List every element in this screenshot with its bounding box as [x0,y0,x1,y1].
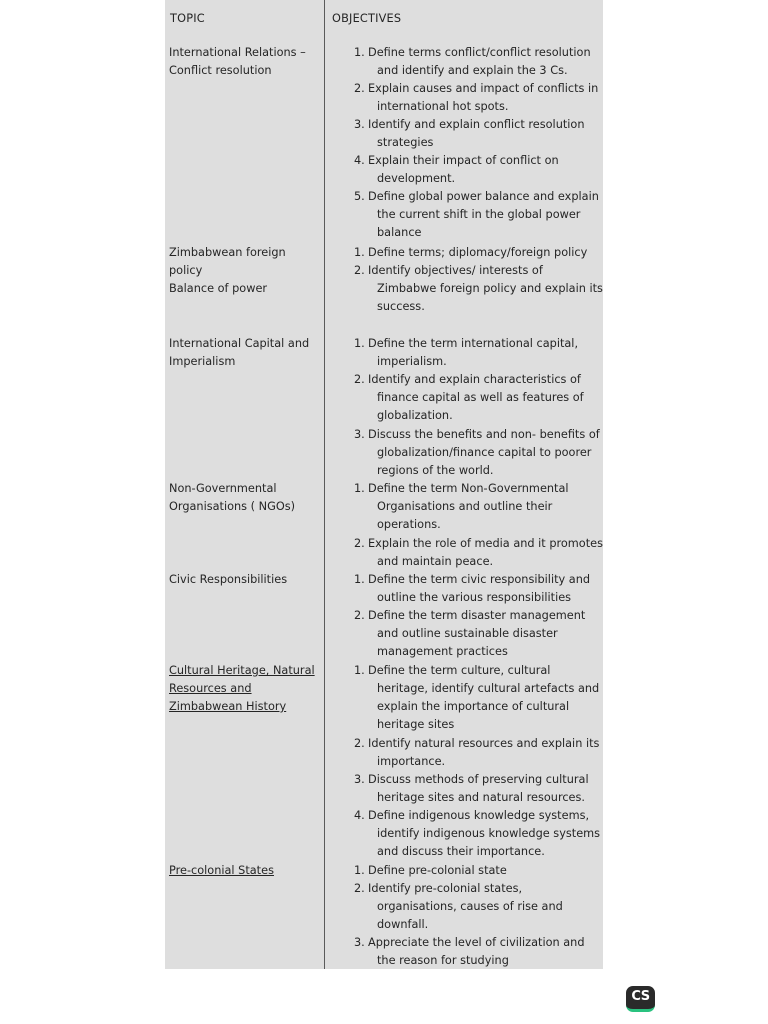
objective-item [354,188,604,242]
objective-line: and discuss their importance. [377,845,545,858]
objective-number: 2. [354,82,365,95]
topic-zimbabwean-foreign-policy [169,244,319,298]
objective-item [354,735,604,771]
objective-line: heritage sites and natural resources. [377,791,585,804]
objective-line: Define the term culture, cultural [368,664,551,677]
objective-line: heritage, identify cultural artefacts and [377,682,600,695]
objective-number: 1. [354,46,365,59]
objective-number: 1. [354,246,365,259]
objective-line: regions of the world. [377,464,494,477]
objective-item [354,480,604,534]
topic-line: Imperialism [169,355,236,368]
objective-number: 3. [354,773,365,786]
objective-item [354,152,604,188]
objective-line: the reason for studying [377,954,509,967]
topic-international-capital [169,335,319,371]
objective-number: 1. [354,864,365,877]
objective-number: 4. [354,154,365,167]
objective-line: Define global power balance and explain [368,190,599,203]
objective-item [354,607,604,661]
objective-line: downfall. [377,918,429,931]
objective-number: 4. [354,809,365,822]
objective-line: Identify pre-colonial states, [368,882,523,895]
objective-line: development. [377,172,456,185]
objective-number: 3. [354,118,365,131]
objective-line: Define the term disaster management [368,609,586,622]
objective-line: Define the term civic responsibility and [368,573,591,586]
objective-number: 1. [354,573,365,586]
objective-item [354,662,604,734]
objective-line: imperialism. [377,355,447,368]
objectives-column-header: OBJECTIVES [332,12,402,25]
objective-item [354,807,604,861]
objective-line: and outline sustainable disaster [377,627,558,640]
objective-number: 2. [354,264,365,277]
topic-line: Cultural Heritage, Natural [169,664,315,677]
objective-item [354,44,604,80]
topic-line: Conflict resolution [169,64,272,77]
objective-item [354,244,604,262]
objective-line: Explain their impact of conflict on [368,154,559,167]
objective-number: 3. [354,936,365,949]
objective-item [354,262,604,316]
objective-number: 1. [354,482,365,495]
topic-international-relations [169,44,319,80]
objective-line: success. [377,300,425,313]
camscanner-logo-icon: CS [626,986,655,1012]
objective-line: Define the term Non-Governmental [368,482,569,495]
topic-ngos [169,480,319,516]
objective-number: 1. [354,664,365,677]
objective-item [354,880,604,934]
objective-line: Appreciate the level of civilization and [368,936,585,949]
objective-line: Explain causes and impact of conflicts in [368,82,599,95]
objective-line: finance capital as well as features of [377,391,584,404]
objective-item [354,426,604,480]
objective-item [354,535,604,571]
objective-line: Discuss the benefits and non- benefits of [368,428,600,441]
objective-line: operations. [377,518,441,531]
objective-number: 5. [354,190,365,203]
objective-line: globalization/finance capital to poorer [377,446,592,459]
objective-item [354,116,604,152]
objective-line: identify indigenous knowledge systems [377,827,601,840]
objective-line: Identify objectives/ interests of [368,264,543,277]
topic-line: policy [169,264,203,277]
topic-line: Civic Responsibilities [169,573,288,586]
topic-line: International Capital and [169,337,310,350]
topic-cultural-heritage [169,662,319,716]
topic-line: Non-Governmental [169,482,277,495]
objective-line: Identify and explain conflict resolution [368,118,585,131]
objective-line: international hot spots. [377,100,509,113]
topic-line: International Relations – [169,46,306,59]
objective-line: strategies [377,136,434,149]
objective-number: 2. [354,373,365,386]
objective-line: Explain the role of media and it promotes [368,537,603,550]
objective-line: organisations, causes of rise and [377,900,563,913]
objective-line: Zimbabwe foreign policy and explain its [377,282,603,295]
topic-line: Zimbabwean History [169,700,287,713]
objective-line: Define pre-colonial state [368,864,507,877]
objective-line: and identify and explain the 3 Cs. [377,64,568,77]
objective-line: importance. [377,755,446,768]
objective-item [354,934,604,970]
objective-number: 2. [354,737,365,750]
objective-line: Define indigenous knowledge systems, [368,809,590,822]
objective-line: outline the various responsibilities [377,591,572,604]
objective-line: Define the term international capital, [368,337,579,350]
objective-line: Identify and explain characteristics of [368,373,581,386]
objective-line: Define terms conflict/conflict resolution [368,46,591,59]
topic-line: Organisations ( NGOs) [169,500,296,513]
topic-pre-colonial-states [169,862,319,880]
topic-line: Pre-colonial States [169,864,274,877]
objective-line: Define terms; diplomacy/foreign policy [368,246,588,259]
objective-item [354,335,604,371]
objective-number: 1. [354,337,365,350]
objective-line: the current shift in the global power [377,208,581,221]
objective-item [354,771,604,807]
objective-line: heritage sites [377,718,455,731]
objective-line: management practices [377,645,508,658]
objective-item [354,80,604,116]
objective-line: Identify natural resources and explain its [368,737,600,750]
objective-line: globalization. [377,409,453,422]
objective-item [354,371,604,425]
topic-column-header: TOPIC [170,12,205,25]
objective-number: 3. [354,428,365,441]
objective-line: Discuss methods of preserving cultural [368,773,589,786]
objective-line: explain the importance of cultural [377,700,570,713]
topic-line: Zimbabwean foreign [169,246,286,259]
objective-number: 2. [354,882,365,895]
objective-line: balance [377,226,422,239]
topic-line: Resources and [169,682,252,695]
column-divider [324,0,325,969]
topic-civic-responsibilities [169,571,319,589]
objective-item [354,571,604,607]
topic-line: Balance of power [169,282,268,295]
objective-number: 2. [354,537,365,550]
objective-line: Organisations and outline their [377,500,553,513]
objective-number: 2. [354,609,365,622]
objective-line: and maintain peace. [377,555,494,568]
objective-item [354,862,604,880]
